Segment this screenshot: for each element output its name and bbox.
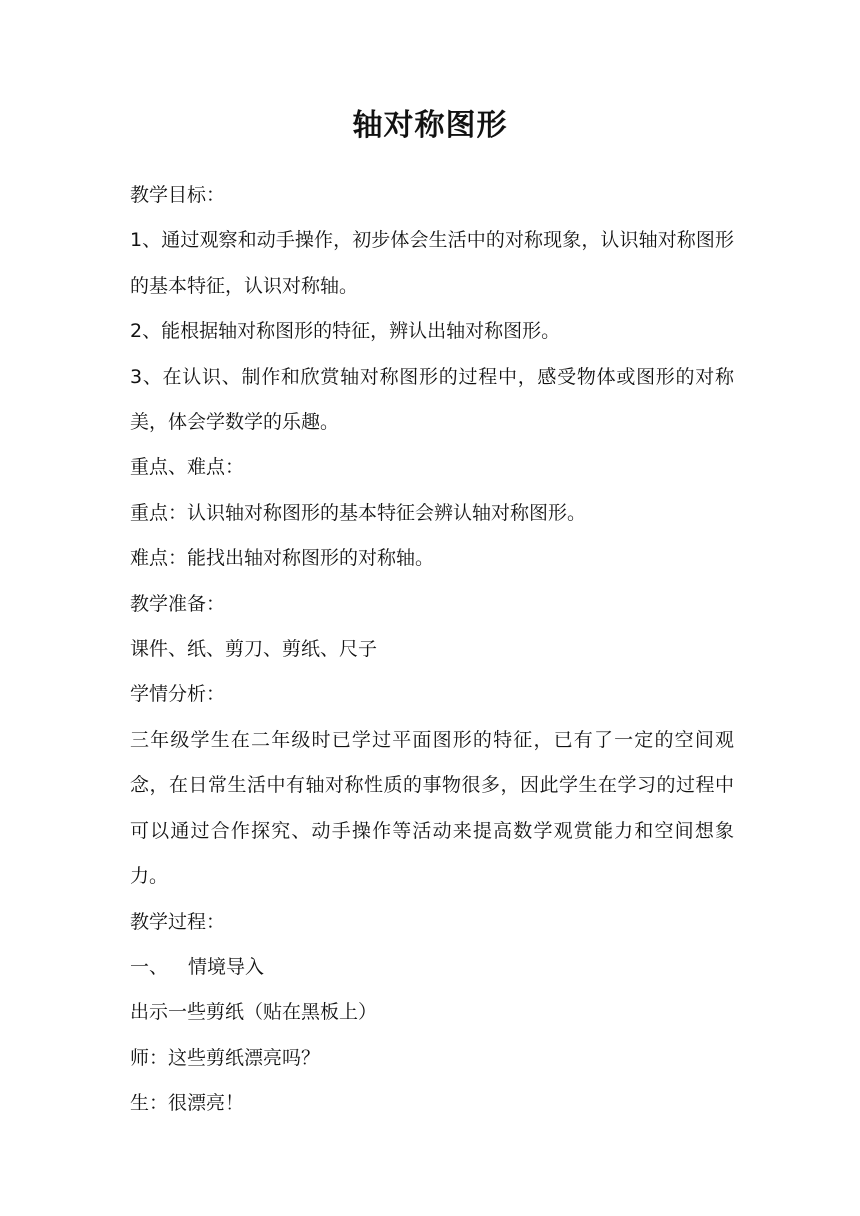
paragraph-key-point: 重点：认识轴对称图形的基本特征会辨认轴对称图形。: [130, 501, 587, 524]
paragraph-preparation-items: 课件、纸、剪刀、剪纸、尺子: [130, 638, 378, 661]
paragraph-analysis-heading: 学情分析：: [130, 683, 226, 706]
paragraph-objectives-heading: 教学目标：: [130, 184, 226, 206]
paragraph-objective-1: 1、通过观察和动手操作，初步体会生活中的对称现象，认识轴对称图形的基本特征，认识对称轴。: [130, 229, 734, 297]
paragraph-teacher-question: 师：这些剪纸漂亮吗？: [130, 1046, 321, 1069]
paragraph-preparation-heading: 教学准备：: [130, 592, 226, 615]
section-heading-text: 情境导入: [188, 955, 265, 978]
paragraph-student-answer: 生：很漂亮！: [130, 1092, 245, 1115]
paragraph-difficulty: 难点：能找出轴对称图形的对称轴。: [130, 547, 435, 570]
section-number: 一、: [130, 955, 169, 978]
document-body: [130, 173, 734, 1127]
paragraph-key-points-heading: 重点、难点：: [130, 456, 245, 479]
paragraph-process-heading: 教学过程：: [130, 910, 226, 933]
paragraph-objective-2: 2、能根据轴对称图形的特征，辨认出轴对称图形。: [130, 320, 561, 343]
document-title: 轴对称图形: [352, 108, 508, 143]
paragraph-show-papercuts: 出示一些剪纸（贴在黑板上）: [130, 1001, 378, 1024]
paragraph-objective-3: 3、在认识、制作和欣赏轴对称图形的过程中，感受物体或图形的对称美，体会学数学的乐趣。: [130, 365, 734, 434]
paragraph-analysis-text: 三年级学生在二年级时已学过平面图形的特征，已有了一定的空间观念，在日常生活中有轴对称性质的事物很多，因此学生在学习的过程中可以通过合作探究、动手操作等活动来提高数学观赏能力和空间想象力。: [130, 728, 734, 888]
section-heading-one: [130, 945, 734, 990]
